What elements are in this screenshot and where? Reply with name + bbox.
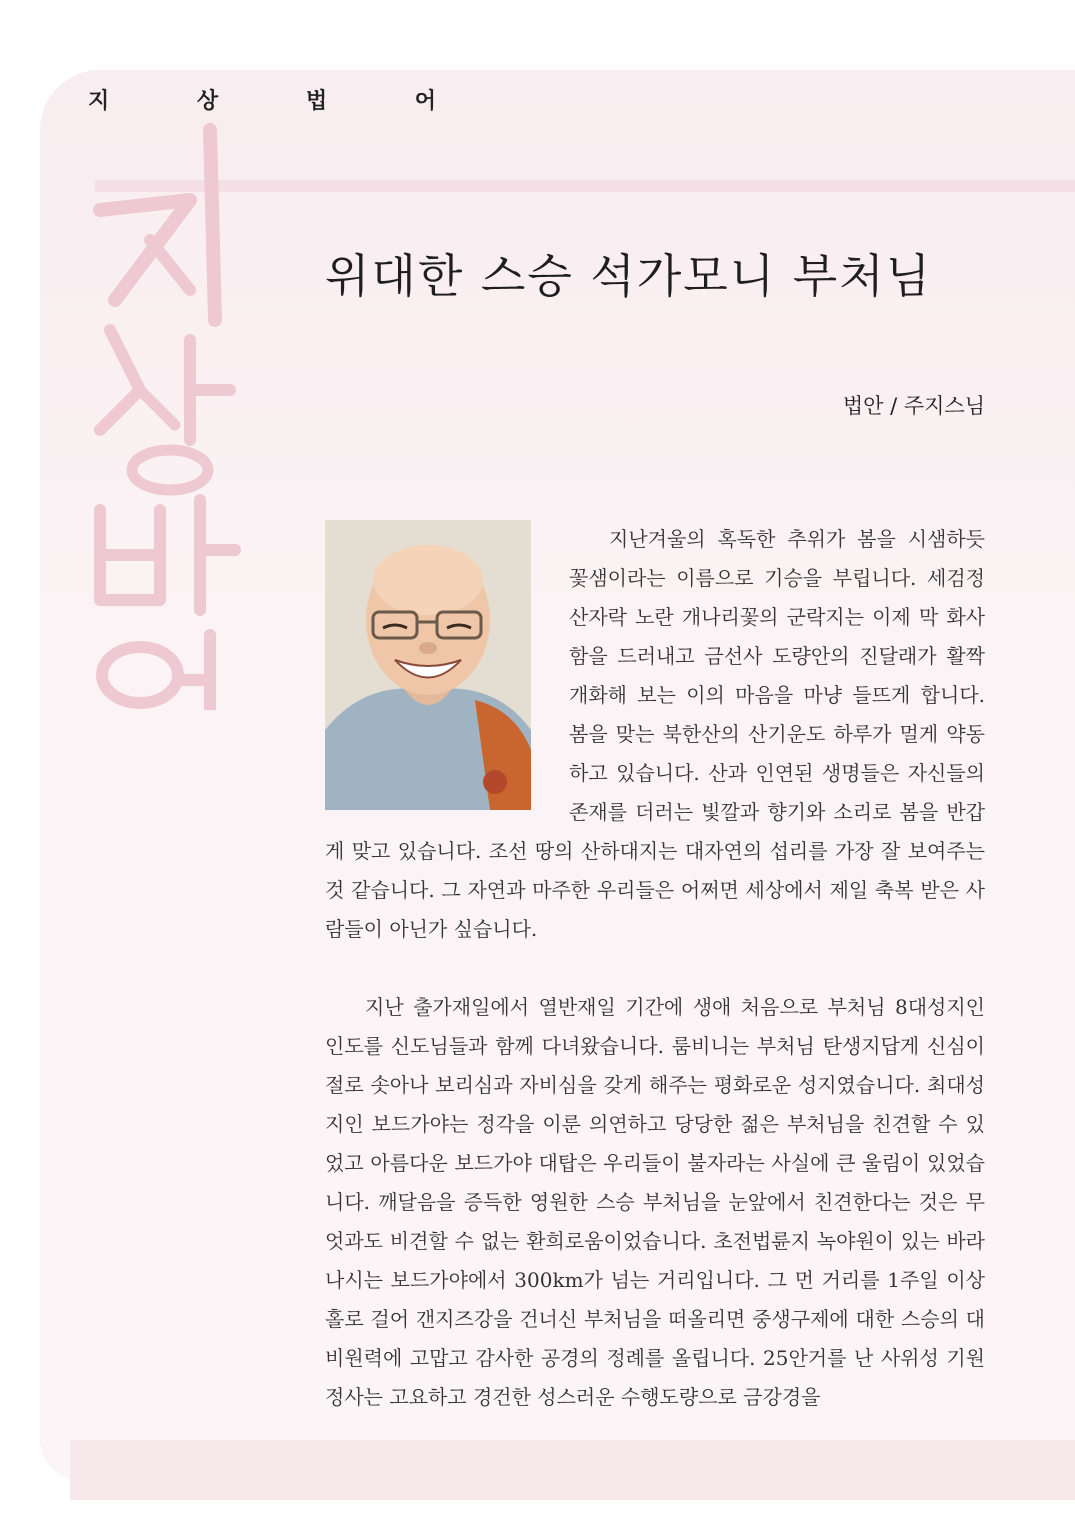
paragraph: 지난 출가재일에서 열반재일 기간에 생애 처음으로 부처님 8대성지인 인도를 신도님들과 함께 다녀왔습니다. 룸비니는 부처님 탄생지답게 신심이 절로 솟아나 보리심과 자비심을 갖게 해주는 평화로운 성지였습니다. 최대성지인 보드가야는 정각을 이룬 의연하고 당당한 젊은 부처님을 친견할 수 있었고 아름다운 보드가야 대탑은 우리들이 불자라는 사실에 큰 울림이 있었습니다. 깨달음을 증득한 영원한 스승 부처님을 눈앞에서 친견한다는 것은 무엇과도 비견할 수 없는 환희로움이었습니다. 초전법륜지 녹야원이 있는 바라나시는 보드가야에서 300km가 넘는 거리입니다. 그 먼 거리를 1주일 이상 홀로 걸어 갠지즈강을 건너신 부처님을 떠올리면 중생구제에 대한 스승의 대비원력에 고맙고 감사한 공경의 정례를 올립니다. 25안거를 난 사위성 기원정사는 고요하고 경건한 성스러운 수행도량으로 금강경을 bbox=[325, 995, 985, 1409]
section-label: 지 상 법 어 bbox=[88, 89, 476, 114]
article-title: 위대한 스승 석가모니 부처님 bbox=[325, 249, 933, 303]
calligraphy-decoration bbox=[40, 90, 260, 710]
bottom-wash bbox=[70, 1440, 1075, 1500]
portrait-photo bbox=[325, 520, 531, 810]
article-author: 법안 / 주지스님 bbox=[842, 394, 985, 418]
portrait-illustration bbox=[325, 520, 531, 810]
paragraph: 지난겨울의 혹독한 추위가 봄을 시샘하듯 꽃샘이라는 이름으로 기승을 부립니다. 세검정 산자락 노란 개나리꽃의 군락지는 이제 막 화사함을 드러내고 금선사 도량안의 진달래가 활짝 개화해 보는 이의 마음을 마냥 들뜨게 합니다. 봄을 맞는 북한산의 산기운도 하루가 멀게 약동하고 있습니다. 산과 인연된 생명들은 자신들의 존재를 더러는 빛깔과 향기와 소리로 봄을 반갑게 맞고 있습니다. 조선 땅의 산하대지는 대자연의 섭리를 가장 잘 보여주는 것 같습니다. 그 자연과 마주한 우리들은 어쩌면 세상에서 제일 축복 받은 사람들이 아닌가 싶습니다. bbox=[325, 527, 985, 941]
article-body bbox=[325, 520, 985, 1417]
